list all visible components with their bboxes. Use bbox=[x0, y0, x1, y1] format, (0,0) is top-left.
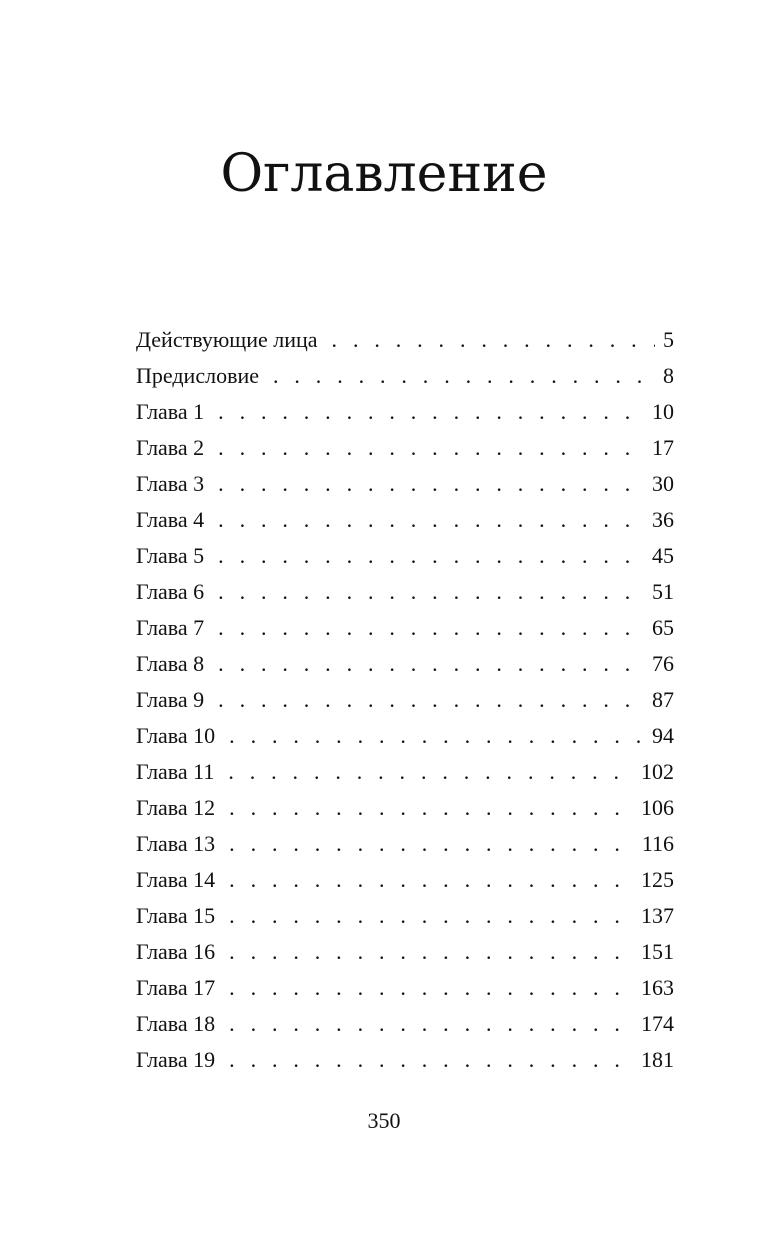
toc-entry-label: Глава 1 bbox=[136, 399, 205, 424]
toc-entry-label: Глава 14 bbox=[136, 867, 216, 892]
toc-entry bbox=[136, 430, 674, 466]
toc-entry bbox=[136, 862, 674, 898]
toc-entry-page: 151 bbox=[641, 939, 674, 964]
toc-entry-label: Предисловие bbox=[136, 363, 259, 388]
dot-leader bbox=[273, 358, 655, 394]
toc-entry-page: 181 bbox=[641, 1047, 674, 1072]
toc-entry-page: 125 bbox=[641, 867, 674, 892]
toc-entry bbox=[136, 358, 674, 394]
toc-entry bbox=[136, 322, 674, 358]
toc-entry-page: 116 bbox=[641, 831, 674, 856]
dot-leader bbox=[218, 574, 644, 610]
dot-leader bbox=[228, 754, 633, 790]
toc-entry-label: Глава 6 bbox=[136, 579, 205, 604]
toc-entry-page: 36 bbox=[652, 507, 674, 532]
dot-leader bbox=[218, 646, 644, 682]
dot-leader bbox=[229, 898, 633, 934]
dot-leader bbox=[229, 826, 634, 862]
toc-entry bbox=[136, 574, 674, 610]
toc-entry-page: 106 bbox=[641, 795, 674, 820]
toc-entry-label: Глава 7 bbox=[136, 615, 205, 640]
toc-entry-label: Глава 3 bbox=[136, 471, 205, 496]
toc-entry-label: Глава 13 bbox=[136, 831, 216, 856]
toc-entry-page: 137 bbox=[641, 903, 674, 928]
toc-entry bbox=[136, 1042, 674, 1078]
toc-entry-page: 76 bbox=[652, 651, 674, 676]
toc-entry-label: Глава 11 bbox=[136, 759, 215, 784]
dot-leader bbox=[218, 538, 644, 574]
toc-entry-page: 87 bbox=[652, 687, 674, 712]
toc-entry bbox=[136, 718, 674, 754]
toc-entry-label: Глава 5 bbox=[136, 543, 205, 568]
toc-entry bbox=[136, 538, 674, 574]
toc-entry bbox=[136, 646, 674, 682]
dot-leader bbox=[218, 502, 644, 538]
toc-entry-label: Глава 4 bbox=[136, 507, 205, 532]
toc-entry bbox=[136, 826, 674, 862]
dot-leader bbox=[218, 430, 644, 466]
toc-entry bbox=[136, 790, 674, 826]
dot-leader bbox=[229, 790, 633, 826]
toc-entry-page: 65 bbox=[652, 615, 674, 640]
dot-leader bbox=[229, 970, 633, 1006]
toc-entry bbox=[136, 934, 674, 970]
toc-entry bbox=[136, 898, 674, 934]
toc-entry-label: Глава 12 bbox=[136, 795, 216, 820]
toc-entry bbox=[136, 610, 674, 646]
toc-entry-page: 163 bbox=[641, 975, 674, 1000]
toc-entry-page: 45 bbox=[652, 543, 674, 568]
toc-entry-page: 94 bbox=[652, 723, 674, 748]
dot-leader bbox=[218, 466, 644, 502]
toc-entry-label: Глава 18 bbox=[136, 1011, 216, 1036]
page-title: Оглавление bbox=[220, 144, 548, 204]
dot-leader bbox=[332, 322, 655, 358]
toc-entry bbox=[136, 466, 674, 502]
dot-leader bbox=[229, 934, 633, 970]
toc-entry-page: 17 bbox=[652, 435, 674, 460]
toc-entry bbox=[136, 502, 674, 538]
toc-entry-label: Глава 19 bbox=[136, 1047, 216, 1072]
dot-leader bbox=[218, 682, 644, 718]
toc-entry-page: 8 bbox=[663, 363, 674, 388]
toc-entry-label: Глава 9 bbox=[136, 687, 205, 712]
dot-leader bbox=[229, 1042, 633, 1078]
toc-entry bbox=[136, 970, 674, 1006]
toc-entry-label: Глава 15 bbox=[136, 903, 216, 928]
page-number: 350 bbox=[367, 1108, 401, 1133]
toc-entry-label: Глава 16 bbox=[136, 939, 216, 964]
dot-leader bbox=[218, 610, 644, 646]
dot-leader bbox=[229, 718, 644, 754]
dot-leader bbox=[218, 394, 644, 430]
toc-entry-label: Глава 8 bbox=[136, 651, 205, 676]
toc-entry-label: Глава 17 bbox=[136, 975, 216, 1000]
toc-entry-page: 102 bbox=[641, 759, 674, 784]
dot-leader bbox=[229, 1006, 633, 1042]
toc-entry-page: 10 bbox=[652, 399, 674, 424]
toc-entry-label: Глава 2 bbox=[136, 435, 205, 460]
toc-entry-page: 30 bbox=[652, 471, 674, 496]
toc-entry-page: 174 bbox=[641, 1011, 674, 1036]
toc-entry bbox=[136, 1006, 674, 1042]
toc-entry bbox=[136, 754, 674, 790]
dot-leader bbox=[229, 862, 633, 898]
toc-entry-label: Действующие лица bbox=[136, 327, 318, 352]
table-of-contents bbox=[136, 322, 674, 1078]
toc-entry-label: Глава 10 bbox=[136, 723, 216, 748]
toc-entry bbox=[136, 682, 674, 718]
toc-entry bbox=[136, 394, 674, 430]
toc-entry-page: 5 bbox=[663, 327, 674, 352]
toc-entry-page: 51 bbox=[652, 579, 674, 604]
